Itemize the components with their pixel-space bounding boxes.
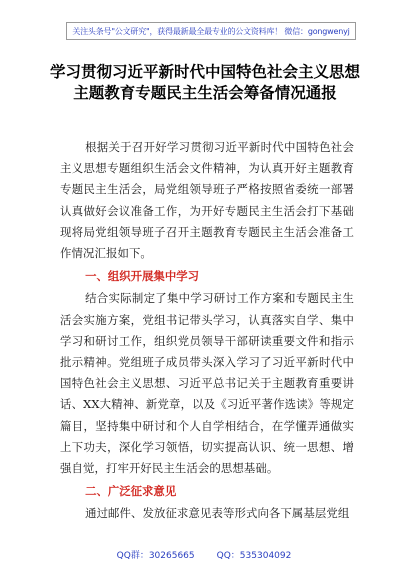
footer-qq-group: QQ群：30265665 [116, 551, 195, 561]
document-body [60, 137, 354, 525]
section-heading-1: 一、组织开展集中学习 [85, 269, 199, 284]
section-1-paragraph: 结合实际制定了集中学习研讨工作方案和专题民主生活会实施方案，党组书记带头学习，认真落实自学、集中学习和研讨工作，组织党员领导干部研读重要文件和指示批示精神。党组班子成员带头深入学习了习近平新时代中国特色社会主义思想、习近平总书记关于主题教育重要讲话、XX大精神、新党章，以及《习近平著作选读》等规定篇目，坚持集中研讨和个人自学相结合，在学懂弄通做实上下功夫，深化学习领悟，切实提高认识、统一思想、增强自觉，打牢开好民主生活会的思想基础。 [60, 291, 354, 476]
footer-qq-number: QQ：535304092 [216, 551, 292, 561]
footer-contact [0, 548, 408, 561]
section-heading-2: 二、广泛征求意见 [85, 484, 177, 499]
section-2-paragraph: 通过邮件、发放征求意见表等形式向各下属基层党组 [85, 506, 350, 521]
document-title: 学习贯彻习近平新时代中国特色社会主义思想主题教育专题民主生活会筹备情况通报 [50, 63, 361, 102]
intro-paragraph: 根据关于召开好学习贯彻习近平新时代中国特色社会主义思想专题组织生活会文件精神，为认真开好主题教育专题民主生活会，局党组领导班子严格按照省委统一部署认真做好会议准备工作，为开好专题民主生活会打下基础现将局党组领导班子召开主题教育专题民主生活会准备工作情况汇报如下。 [60, 140, 354, 261]
header-banner: 关注头条号"公文研究"，获得最新最全最专业的公文资料库！ 微信：gongwenyj [66, 22, 356, 40]
